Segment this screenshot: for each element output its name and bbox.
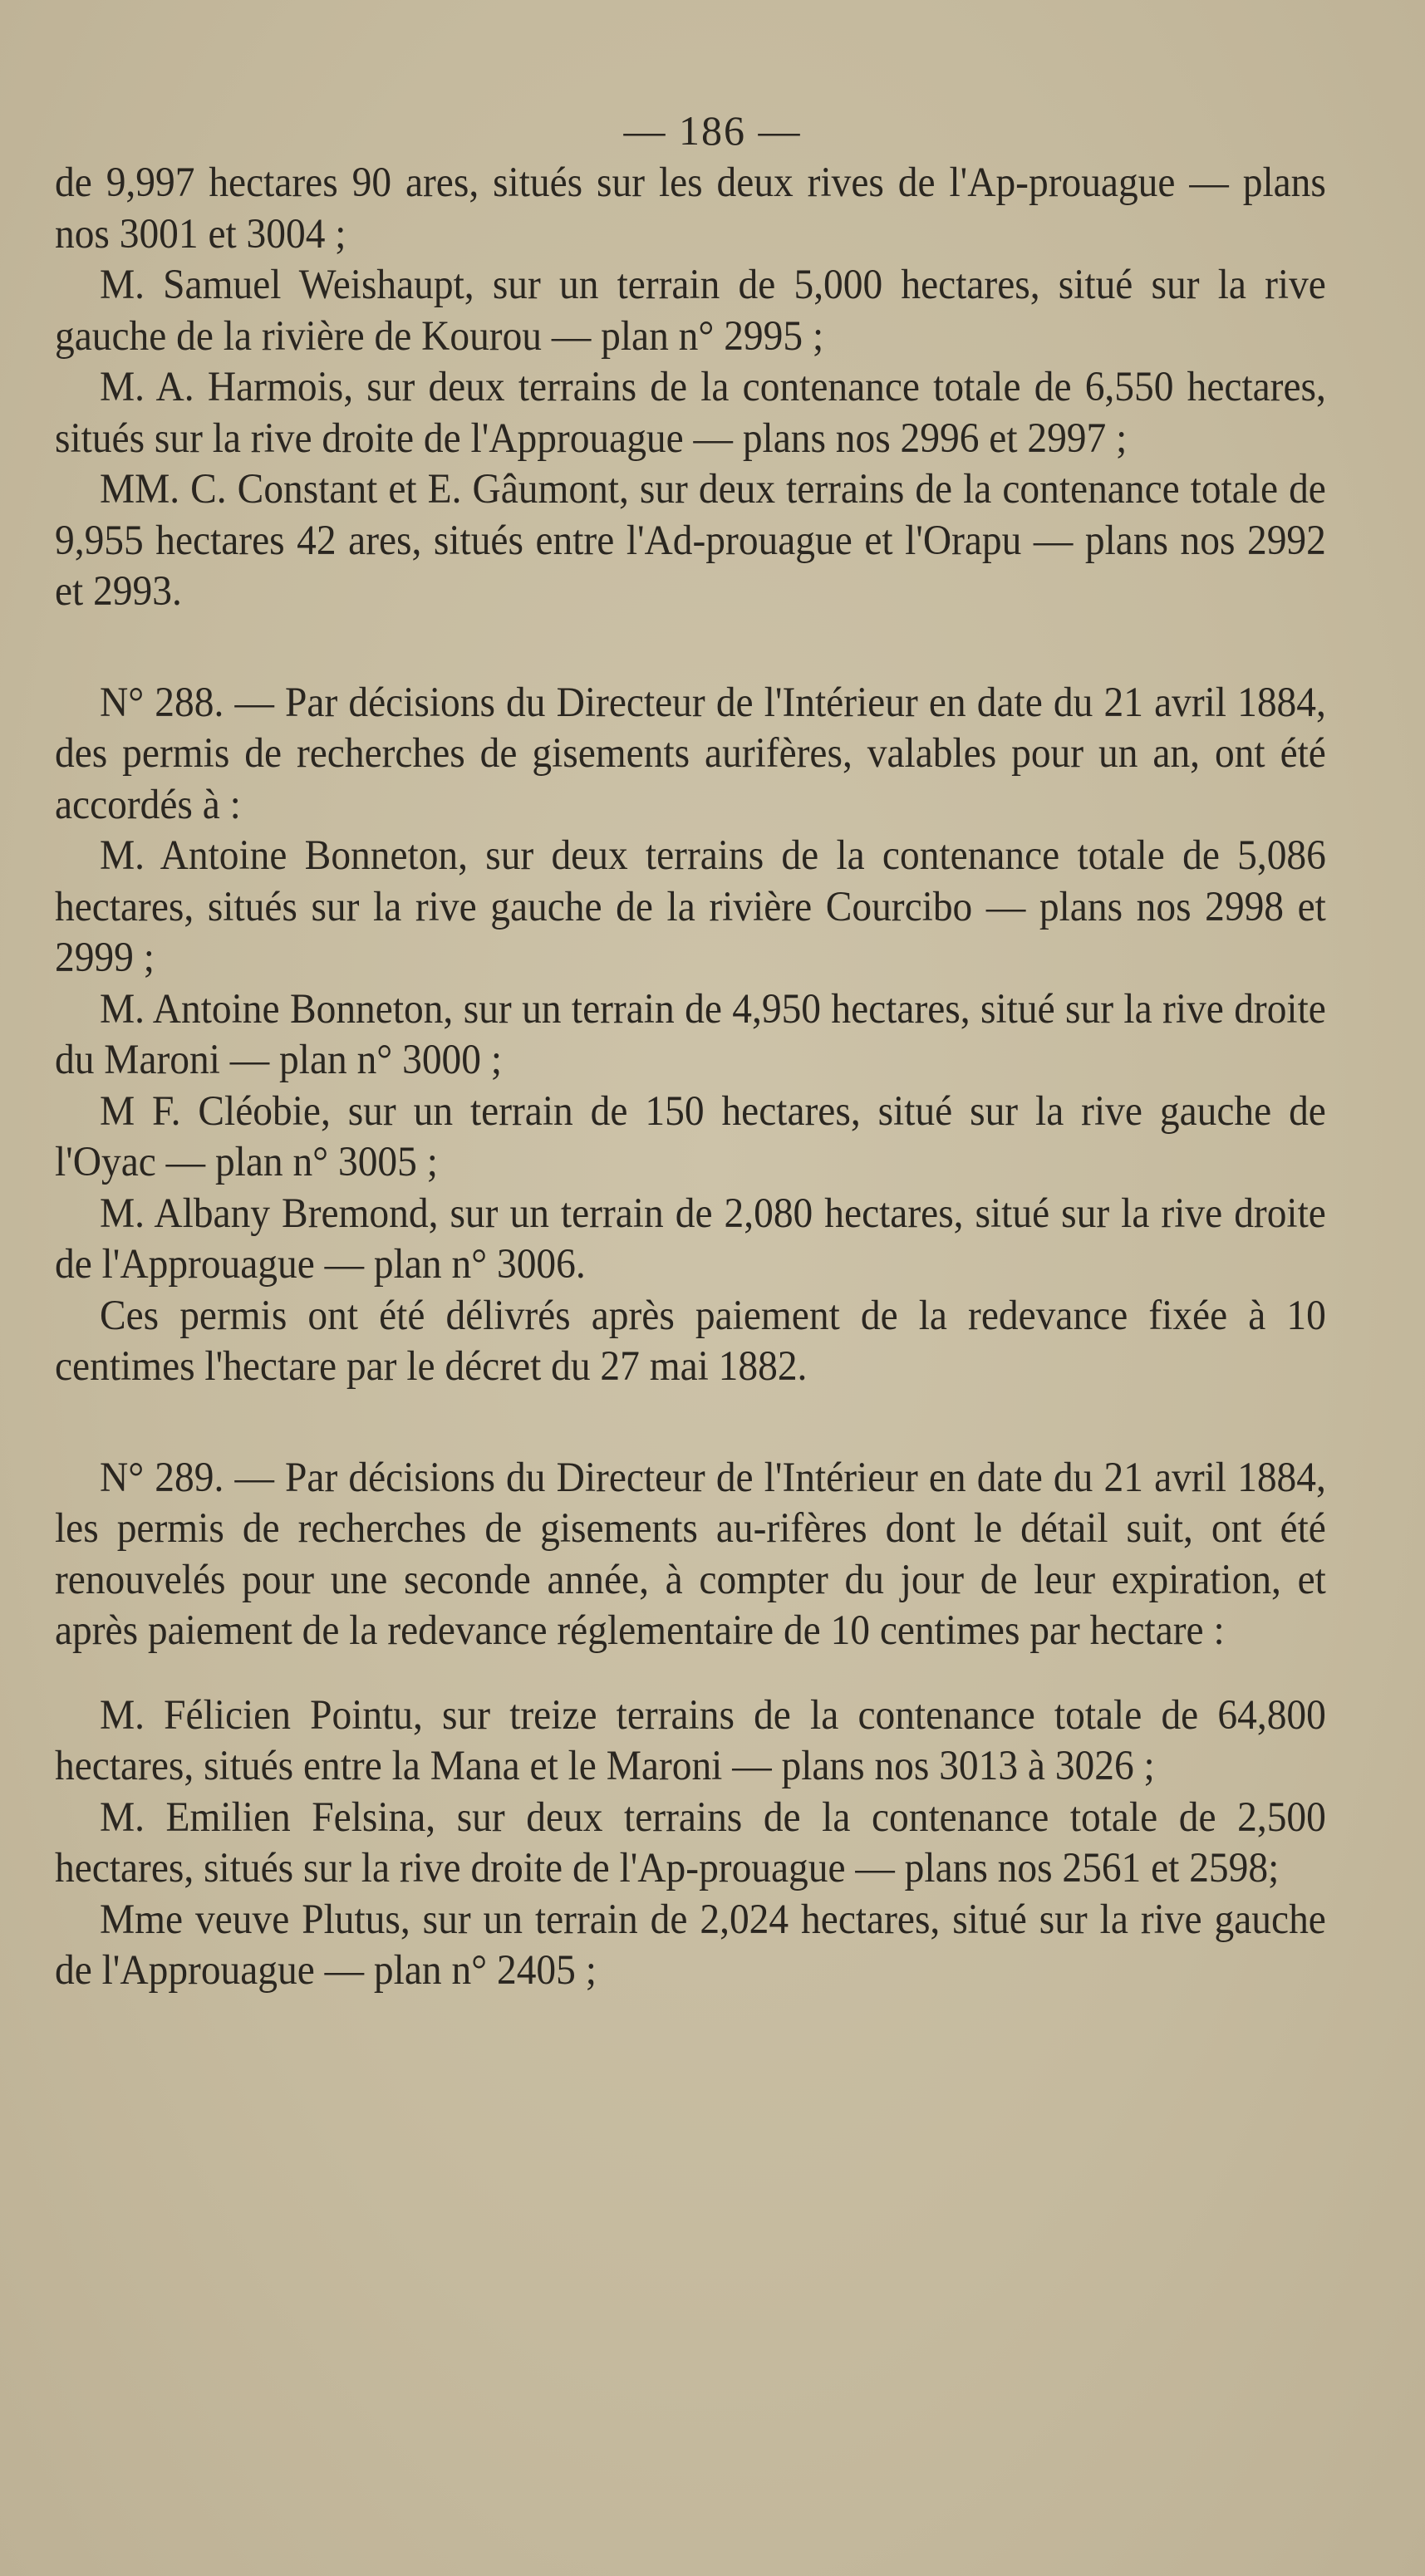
- paragraph-spacer: [55, 1393, 1237, 1453]
- paragraph: M. Albany Bremond, sur un terrain de 2,080 hectares, situé sur la rive droite de l'Approuague — plan n° 3006.: [55, 1190, 1326, 1288]
- paragraph: Ces permis ont été délivrés après paiement de la redevance fixée à 10 centimes l'hectare par le décret du 27 mai 1882.: [55, 1292, 1326, 1390]
- paragraph: Mme veuve Plutus, sur un terrain de 2,024 hectares, situé sur la rive gauche de l'Approuague — plan n° 2405 ;: [55, 1896, 1326, 1994]
- paragraph: M. Samuel Weishaupt, sur un terrain de 5,000 hectares, situé sur la rive gauche de la rivière de Kourou — plan n° 2995 ;: [55, 262, 1326, 360]
- paragraph: MM. C. Constant et E. Gâumont, sur deux terrains de la contenance totale de 9,955 hectares 42 ares, situés entre l'Ad-prouague et l'Orapu — plans nos 2992 et 2993.: [55, 466, 1326, 615]
- page-body: [55, 158, 1326, 1997]
- paragraph: M. A. Harmois, sur deux terrains de la contenance totale de 6,550 hectares, situés sur la rive droite de l'Approuague — plans nos 2996 et 2997 ;: [55, 364, 1326, 462]
- paragraph: N° 289. — Par décisions du Directeur de l'Intérieur en date du 21 avril 1884, les permis de recherches de gisements au-rifères dont le détail suit, ont été renouvelés pour une seconde année, à compter du jour de leur expiration, et après paiement de la redevance réglementaire de 10 centimes par hectare :: [55, 1454, 1326, 1654]
- paragraph: N° 288. — Par décisions du Directeur de l'Intérieur en date du 21 avril 1884, des permis de recherches de gisements aurifères, valables pour un an, ont été accordés à :: [55, 679, 1326, 828]
- paragraph-spacer: [55, 1657, 1237, 1690]
- paragraph: M. Antoine Bonneton, sur un terrain de 4,950 hectares, situé sur la rive droite du Maroni — plan n° 3000 ;: [55, 985, 1326, 1083]
- paragraph: M. Antoine Bonneton, sur deux terrains de la contenance totale de 5,086 hectares, situés sur la rive gauche de la rivière Courcibo — plans nos 2998 et 2999 ;: [55, 832, 1326, 981]
- page-number: — 186 —: [623, 107, 802, 154]
- paragraph: M F. Cléobie, sur un terrain de 150 hectares, situé sur la rive gauche de l'Oyac — plan n° 3005 ;: [55, 1087, 1326, 1185]
- paragraph: de 9,997 hectares 90 ares, situés sur les deux rives de l'Ap-prouague — plans nos 3001 et 3004 ;: [55, 159, 1326, 258]
- paragraph: M. Emilien Felsina, sur deux terrains de la contenance totale de 2,500 hectares, situés sur la rive droite de l'Ap-prouague — plans nos 2561 et 2598;: [55, 1793, 1326, 1892]
- paragraph-spacer: [55, 618, 1237, 678]
- paragraph: M. Félicien Pointu, sur treize terrains de la contenance totale de 64,800 hectares, situés entre la Mana et le Maroni — plans nos 3013 à 3026 ;: [55, 1691, 1326, 1789]
